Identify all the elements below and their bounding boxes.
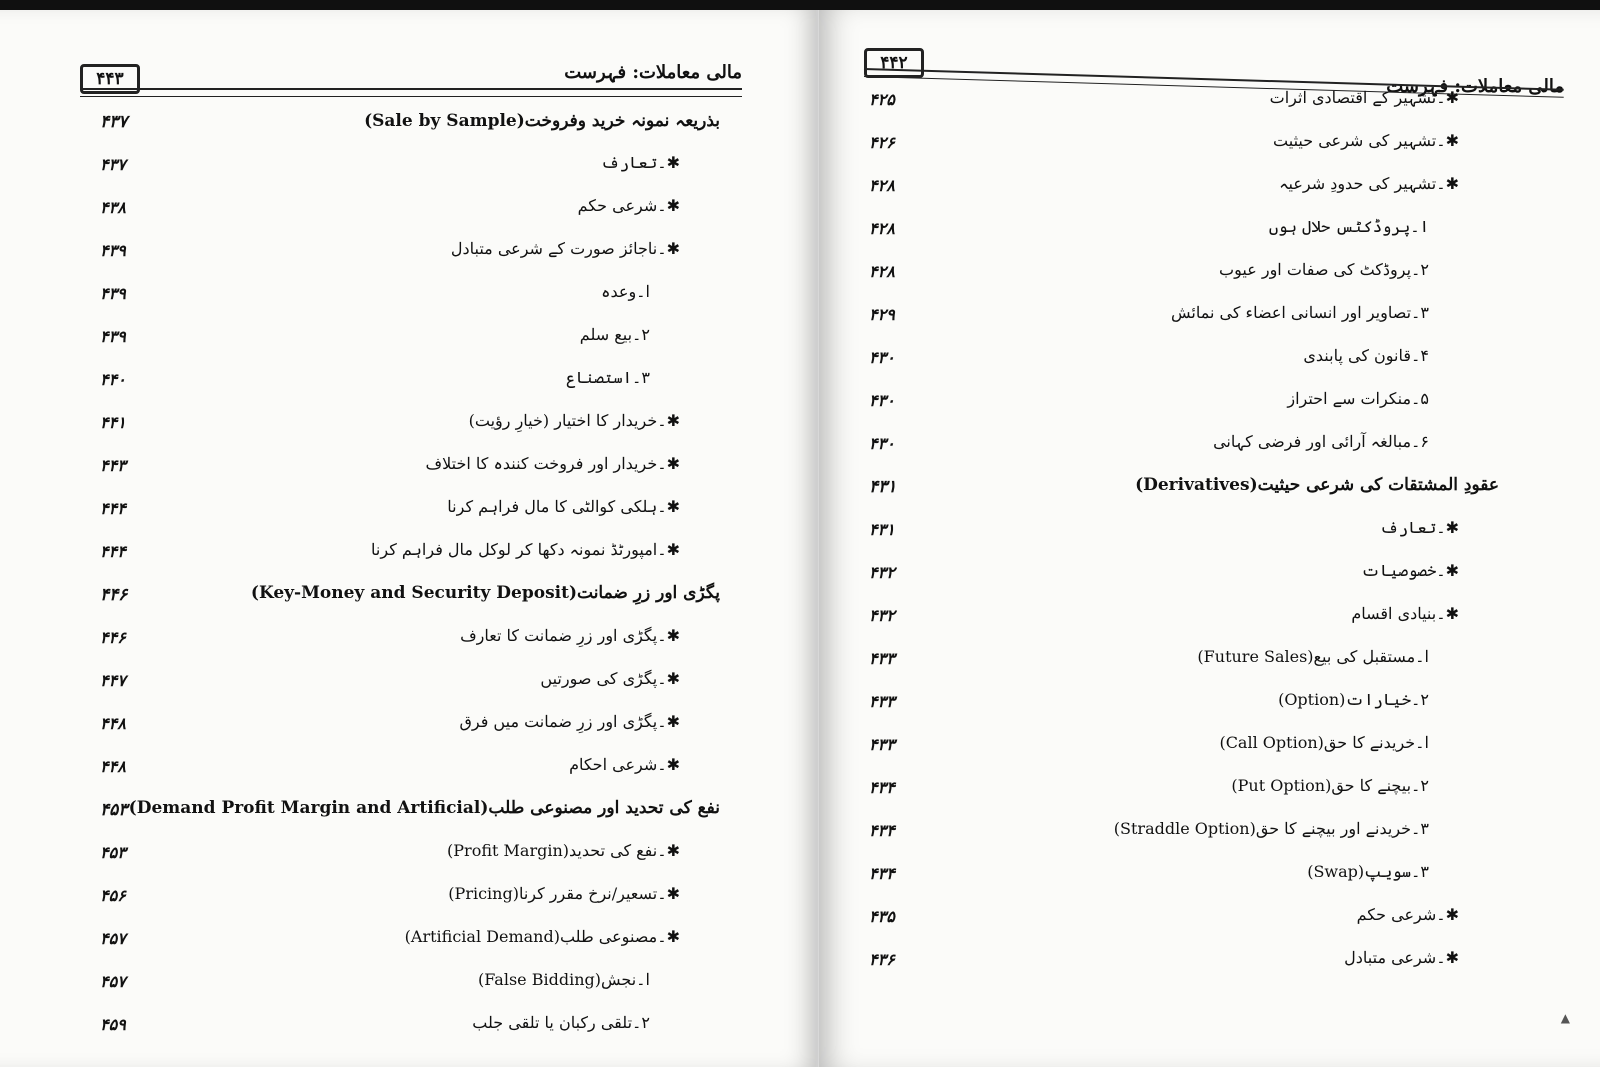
toc-entry-title: ۴۔قانون کی پابندی [1303,346,1429,365]
left-page-number: ۴۴۳ [80,64,140,94]
header-rule [80,88,742,90]
toc-entry [869,346,1499,389]
toc-entry-title: ۳۔استصناع [566,368,650,387]
toc-entry [100,884,720,927]
toc-entry-title: ا۔خریدنے کا حق(Call Option) [1219,733,1429,752]
toc-entry-title: ✱۔تسعیر/نرخ مقرر کرنا(Pricing) [448,884,680,903]
toc-entry-page-number: ۴۳۶ [869,950,895,969]
toc-entry-page-number: ۴۵۷ [100,972,126,991]
toc-entry-page-number: ۴۴۱ [100,413,126,432]
toc-entry-page-number: ۴۳۹ [100,327,126,346]
toc-entry [100,970,720,1013]
toc-entry [100,540,720,583]
toc-entry-title: نفع کی تحدید اور مصنوعی طلب(Demand Profit Margin and Artificial) [128,798,720,818]
left-book-page [0,10,818,1067]
right-running-title: مالی معاملات: فہرست [1386,76,1564,97]
toc-entry-page-number: ۴۵۶ [100,886,126,905]
toc-entry [869,174,1499,217]
toc-entry [100,411,720,454]
toc-entry-title: ✱۔ہلکی کوالٹی کا مال فراہم کرنا [447,497,680,516]
toc-entry-title: ✱۔پگڑی کی صورتیں [540,669,680,688]
toc-entry-page-number: ۴۳۷ [100,155,126,174]
toc-entry-page-number: ۴۳۷ [100,112,128,132]
toc-entry-title: ✱۔مصنوعی طلب(Artificial Demand) [404,927,680,946]
toc-entry-page-number: ۴۴۴ [100,499,126,518]
toc-entry-page-number: ۴۵۳ [100,843,126,862]
toc-entry-page-number: ۴۳۰ [869,434,895,453]
toc-entry [100,325,720,368]
toc-entry-title: ۲۔پروڈکٹ کی صفات اور عیوب [1219,260,1429,279]
toc-entry-page-number: ۴۴۶ [100,628,126,647]
toc-entry-page-number: ۴۳۱ [869,520,895,539]
toc-entry [100,712,720,755]
toc-entry [869,389,1499,432]
toc-entry-title: ۳۔تصاویر اور انسانی اعضاء کی نمائش [1171,303,1429,322]
toc-entry [869,690,1499,733]
toc-entry [869,88,1499,131]
toc-entry [100,153,720,196]
toc-entry [869,604,1499,647]
toc-entry [869,518,1499,561]
toc-entry [869,217,1499,260]
toc-entry [869,561,1499,604]
right-book-page [818,10,1600,1067]
toc-entry-page-number: ۴۴۸ [100,714,126,733]
toc-entry-page-number: ۴۳۳ [869,692,895,711]
toc-entry [869,776,1499,819]
toc-entry-page-number: ۴۳۲ [869,606,895,625]
toc-entry-title: ✱۔خریدار کا اختیار (خیارِ رؤیت) [468,411,680,430]
toc-entry [869,131,1499,174]
right-table-of-contents [869,88,1499,991]
left-running-title: مالی معاملات: فہرست [564,62,742,83]
toc-entry-title: ۲۔بیع سلم [579,325,650,344]
toc-entry-title: ا۔پروڈکٹس حلال ہوں [1268,217,1429,236]
toc-entry-title: ✱۔نفع کی تحدید(Profit Margin) [447,841,680,860]
toc-entry-page-number: ۴۵۹ [100,1015,126,1034]
toc-entry-title: ✱۔تشہیر کی شرعی حیثیت [1273,131,1459,150]
toc-entry-title: بذریعہ نمونہ خرید وفروخت(Sale by Sample) [364,111,720,131]
toc-entry-page-number: ۴۳۰ [869,348,895,367]
toc-entry-title: ۳۔سویپ(Swap) [1307,862,1429,881]
toc-entry-page-number: ۴۲۸ [869,219,895,238]
toc-entry-page-number: ۴۴۴ [100,542,126,561]
toc-entry [869,303,1499,346]
left-table-of-contents [100,110,720,1056]
toc-entry [100,497,720,540]
toc-entry-page-number: ۴۵۳ [100,800,128,820]
toc-entry-title: ✱۔تعارف [1379,518,1459,537]
toc-entry-title: ✱۔شرعی حکم [577,196,680,215]
toc-entry [869,733,1499,776]
toc-entry-page-number: ۴۳۲ [869,563,895,582]
toc-entry [100,927,720,970]
toc-entry-title: ✱۔امپورٹڈ نمونہ دکھا کر لوکل مال فراہم کرنا [371,540,680,559]
toc-entry-page-number: ۴۴۷ [100,671,126,690]
toc-entry-page-number: ۴۳۹ [100,284,126,303]
toc-entry-page-number: ۴۳۴ [869,778,895,797]
toc-entry-page-number: ۴۳۴ [869,821,895,840]
toc-entry-page-number: ۴۵۷ [100,929,126,948]
toc-entry [100,368,720,411]
toc-entry [100,239,720,282]
toc-entry-page-number: ۴۳۰ [869,391,895,410]
toc-entry-title: ✱۔تشہیر کے اقتصادی اثرات [1269,88,1459,107]
toc-entry [869,862,1499,905]
toc-entry-title: عقودِ المشتقات کی شرعی حیثیت(Derivatives) [1135,475,1499,495]
toc-entry-page-number: ۴۳۴ [869,864,895,883]
toc-entry [100,282,720,325]
toc-entry-title: ا۔نجش(False Bidding) [478,970,650,989]
toc-entry-page-number: ۴۲۸ [869,262,895,281]
toc-entry [100,1013,720,1056]
toc-entry-title: ✱۔تعارف [600,153,680,172]
toc-entry-title: ۳۔خریدنے اور بیچنے کا حق(Straddle Option) [1113,819,1429,838]
toc-entry-page-number: ۴۴۸ [100,757,126,776]
toc-entry-page-number: ۴۲۵ [869,90,895,109]
toc-chapter-entry [869,475,1499,518]
toc-entry-page-number: ۴۴۰ [100,370,126,389]
toc-entry-title: ۵۔منکرات سے احتراز [1287,389,1429,408]
toc-entry-title: ✱۔خصوصیات [1361,561,1459,580]
toc-entry-title: ✱۔ناجائز صورت کے شرعی متبادل [450,239,680,258]
toc-entry-page-number: ۴۳۳ [869,649,895,668]
toc-entry [869,647,1499,690]
toc-entry [100,454,720,497]
toc-entry [100,755,720,798]
toc-entry-page-number: ۴۳۱ [869,477,897,497]
toc-entry-title: ا۔وعدہ [601,282,650,301]
right-page-number: ۴۴۲ [864,48,924,78]
toc-entry-title: ✱۔تشہیر کی حدودِ شرعیہ [1279,174,1459,193]
toc-entry [869,905,1499,948]
toc-entry-page-number: ۴۲۹ [869,305,895,324]
toc-entry-page-number: ۴۴۳ [100,456,126,475]
toc-entry-title: ✱۔پگڑی اور زرِ ضمانت کا تعارف [460,626,680,645]
toc-chapter-entry [100,798,720,841]
toc-entry-title: ✱۔شرعی متبادل [1344,948,1459,967]
toc-entry-title: ۲۔خیارات(Option) [1278,690,1429,709]
toc-entry-title: ✱۔خریدار اور فروخت کنندہ کا اختلاف [425,454,680,473]
toc-entry-title: ✱۔شرعی حکم [1356,905,1459,924]
toc-entry [869,432,1499,475]
toc-entry [100,196,720,239]
toc-entry [869,948,1499,991]
toc-entry [869,260,1499,303]
toc-chapter-entry [100,110,720,153]
toc-entry-title: ا۔مستقبل کی بیع(Future Sales) [1197,647,1429,666]
header-rule [80,96,742,97]
toc-entry-title: ✱۔پگڑی اور زرِ ضمانت میں فرق [459,712,680,731]
toc-entry [100,841,720,884]
toc-entry-page-number: ۴۴۶ [100,585,128,605]
toc-entry-page-number: ۴۳۹ [100,241,126,260]
toc-entry [869,819,1499,862]
toc-entry [100,626,720,669]
toc-entry-page-number: ۴۲۸ [869,176,895,195]
page-corner-mark: ▲ [1560,1011,1570,1025]
toc-entry-page-number: ۴۳۸ [100,198,126,217]
toc-entry-title: ۶۔مبالغہ آرائی اور فرضی کہانی [1213,432,1429,451]
toc-entry-page-number: ۴۳۵ [869,907,895,926]
toc-chapter-entry [100,583,720,626]
toc-entry-title: ✱۔بنیادی اقسام [1351,604,1459,623]
toc-entry-title: پگڑی اور زرِ ضمانت(Key-Money and Security Deposit) [250,583,720,603]
toc-entry-title: ۲۔تلقی رکبان یا تلقی جلب [472,1013,650,1032]
toc-entry-title: ✱۔شرعی احکام [569,755,680,774]
toc-entry [100,669,720,712]
toc-entry-page-number: ۴۲۶ [869,133,895,152]
toc-entry-title: ۲۔بیچنے کا حق(Put Option) [1231,776,1429,795]
toc-entry-page-number: ۴۳۳ [869,735,895,754]
